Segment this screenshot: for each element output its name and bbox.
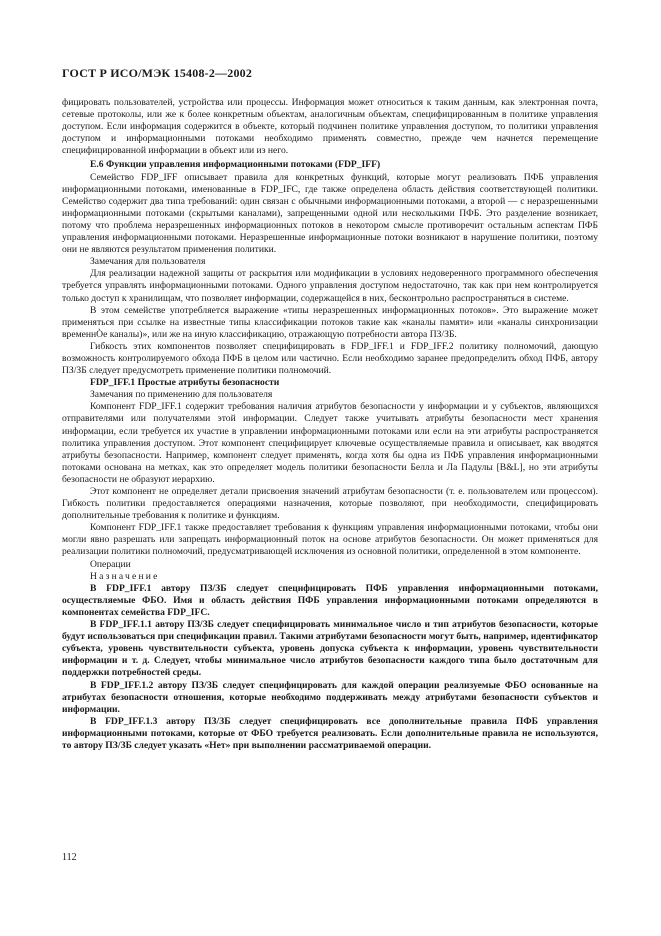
paragraph-continuation: фицировать пользователей, устройства или процессы. Информация может относиться к таким данным, как электронная почта, сетевые протоколы, или же к более конкретным объектам, аналогичным объектам, специфицированным в политике управления доступом. Если информация содержится в объекте, который подчинен политике управления доступом, то политики управления доступом и информационными потоками необходимо применять совместно, прежде чем начнется перемещение специфицированной информации в объект или из него. xyxy=(62,97,598,157)
section-heading-e6: Е.6 Функции управления информационными потоками (FDP_IFF) xyxy=(90,159,381,171)
paragraph-component-details: Этот компонент не определяет детали присвоения значений атрибутам безопасности (т. е. пользователем или процессом). Гибкость политики предоставляется операциями назначения, которые позволяют, при необходимости, специфицировать дополнительные требования к политике и функциям. xyxy=(62,486,598,522)
paragraph-illicit-flows: В этом семействе употребляется выражение «типы неразрешенных информационных потоков». Это выражение может применяться при ссылке на известные типы классификации потоков такие как «каналы памяти» или «каналы синхронизации временнÒе каналы)», или же на иную классификацию, отражающую потребности автора ПЗ/ЗБ. xyxy=(62,304,598,340)
document-body xyxy=(62,97,598,752)
paragraph-protection: Для реализации надежной защиты от раскрытия или модификации в условиях недоверенного программного обеспечения требуется управлять информационными потоками. Одного управления доступом недостаточно, так как при нем контролируется только доступ к хранилищам, что позволяет информации, содержащейся в них, бесконтрольно распространяться в системе. xyxy=(62,268,598,304)
page-number: 112 xyxy=(62,852,77,863)
subheading-user-notes: Замечания для пользователя xyxy=(90,256,206,268)
paragraph-flexibility: Гибкость этих компонентов позволяет специфицировать в FDP_IFF.1 и FDP_IFF.2 политику полномочий, дающую возможность контролируемого обхода ПФБ в целом или частично. Если необходимо заранее предопределить обход ПФБ, автору ПЗ/ЗБ следует предусмотреть применение политики полномочий. xyxy=(62,340,598,377)
subheading-assignment: Назначение xyxy=(90,570,160,582)
subheading-operations: Операции xyxy=(90,558,131,570)
paragraph-fdp-iff-1-1: В FDP_IFF.1.1 автору ПЗ/ЗБ следует специфицировать минимальное число и тип атрибутов безопасности, которые будут использоваться при спецификации правил. Такими атрибутами безопасности могут быть, например, идентификатор субъекта, уровень чувствительности субъекта, уровень допуска субъекта к информации, уровень чувствительности информации и т. д. Следует, чтобы минимальное число атрибутов безопасности каждого типа было достаточным для поддержки потребностей среды. xyxy=(62,619,598,679)
paragraph-fdp-iff-1-3: В FDP_IFF.1.3 автору ПЗ/ЗБ следует специфицировать все дополнительные правила ПФБ управления информационными потоками, которые от ФБО требуется реализовать. Если дополнительные правила не используются, то автору ПЗ/ЗБ следует указать «Нет» при выполнении рассматриваемой операции. xyxy=(62,715,598,751)
component-heading-fdp-iff-1: FDP_IFF.1 Простые атрибуты безопасности xyxy=(90,377,280,389)
document-header: ГОСТ Р ИСО/МЭК 15408-2—2002 xyxy=(62,66,253,80)
paragraph-family-description: Семейство FDP_IFF описывает правила для конкретных функций, которые могут реализовать ПФБ управления информационными потоками, именованные в FDP_IFC, где также определена область действия соответствующей политики. Семейство содержит два типа требований: один связан с обычными информационными потоками, а второй — с неразрешенными информационными потоками (скрытыми каналами), запрещенными одной или несколькими ПФБ. Это разделение возникает, потому что проблема неразрешенных информационных потоков в некотором смысле противоречит остальным аспектам ПФБ управления информационными потоками. Неразрешенные информационные потоки возникают в нарушение политики, поэтому они не являются результатом применения политики. xyxy=(62,171,598,256)
paragraph-fdp-iff-1: В FDP_IFF.1 автору ПЗ/ЗБ следует специфицировать ПФБ управления информационными потоками, осуществляемые ФБО. Имя и область действия ПФБ управления информационными потоками определяются в компонентах семейства FDP_IFC. xyxy=(62,582,598,618)
paragraph-component-functions: Компонент FDP_IFF.1 также предоставляет требования к функциям управления информационными потоками, чтобы они могли явно разрешать или запрещать информационный поток на основе атрибутов безопасности. Он может применяться для реализации политики полномочий, предусматривающей исключения из основной политики, определенной в этом компоненте. xyxy=(62,522,598,558)
subheading-application-notes: Замечания по применению для пользователя xyxy=(90,389,273,401)
paragraph-component-requirements: Компонент FDP_IFF.1 содержит требования наличия атрибутов безопасности у информации и у субъектов, являющихся отправителями или получателями этой информации. Следует также учитывать атрибуты безопасности мест хранения информации, если требуется их участие в управлении информационными потоками или если на эти атрибуты распространяется политика управления доступом. Этот компонент специфицирует ключевые осуществляемые правила и описывает, как вводятся атрибуты безопасности. Например, компонент следует применять, когда хотя бы одна из ПФБ управления информационными потоками основана на метках, как это определяет модель политики безопасности Белла и Ла Падулы [B&L], но эти атрибуты безопасности не образуют иерархию. xyxy=(62,401,598,485)
paragraph-fdp-iff-1-2: В FDP_IFF.1.2 автору ПЗ/ЗБ следует специфицировать для каждой операции реализуемые ФБО основанные на атрибутах безопасности отношения, которые необходимо поддерживать между атрибутами безопасности субъектов и информации. xyxy=(62,679,598,715)
